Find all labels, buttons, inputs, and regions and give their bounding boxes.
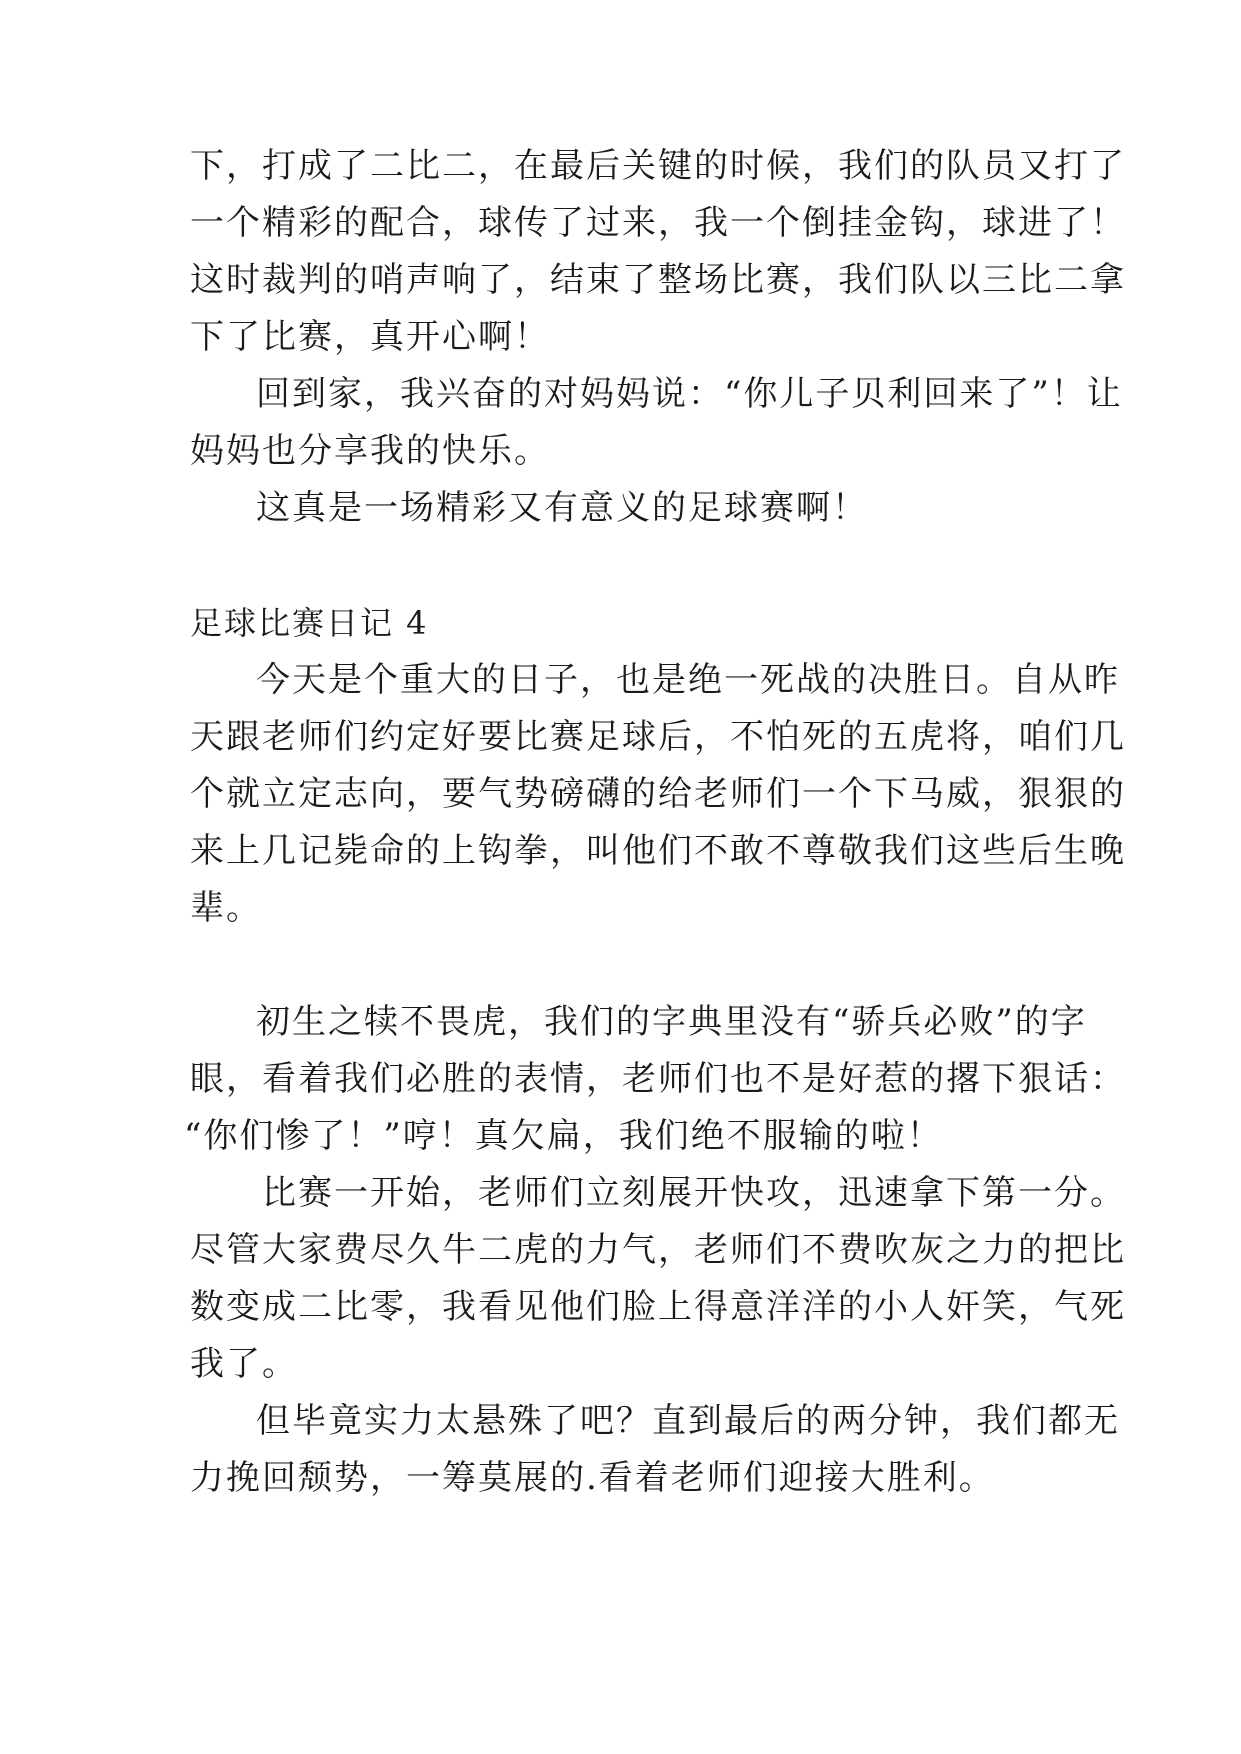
paragraph-line: 下，打成了二比二，在最后关键的时候，我们的队员又打了 — [190, 146, 1126, 186]
paragraph-line: 眼，看着我们必胜的表情，老师们也不是好惹的撂下狠话： — [190, 1059, 1126, 1099]
paragraph-line: 今天是个重大的日子，也是绝一死战的决胜日。自从昨 — [256, 660, 1120, 700]
paragraph-line: 力挽回颓势，一筹莫展的.看着老师们迎接大胜利。 — [190, 1458, 995, 1498]
paragraph-line: 天跟老师们约定好要比赛足球后，不怕死的五虎将，咱们几 — [190, 717, 1126, 757]
paragraph-line: 比赛一开始，老师们立刻展开快攻，迅速拿下第一分。 — [262, 1173, 1126, 1213]
paragraph-line: 这时裁判的哨声响了，结束了整场比赛，我们队以三比二拿 — [190, 260, 1126, 300]
paragraph-line: 但毕竟实力太悬殊了吧？直到最后的两分钟，我们都无 — [256, 1401, 1120, 1441]
paragraph-line: 个就立定志向，要气势磅礴的给老师们一个下马威，狠狠的 — [190, 774, 1126, 814]
paragraph-line: 尽管大家费尽久牛二虎的力气，老师们不费吹灰之力的把比 — [190, 1230, 1126, 1270]
paragraph-line: 这真是一场精彩又有意义的足球赛啊！ — [256, 488, 868, 528]
paragraph-line: 回到家，我兴奋的对妈妈说：“你儿子贝利回来了”！让 — [256, 374, 1123, 414]
paragraph-line: 我了。 — [190, 1344, 298, 1384]
paragraph-line: 数变成二比零，我看见他们脸上得意洋洋的小人奸笑，气死 — [190, 1287, 1126, 1327]
section-title: 足球比赛日记 4 — [190, 604, 429, 642]
paragraph-line: 一个精彩的配合，球传了过来，我一个倒挂金钩，球进了！ — [190, 203, 1126, 243]
paragraph-line: 初生之犊不畏虎，我们的字典里没有“骄兵必败”的字 — [256, 1002, 1087, 1042]
paragraph-line: “你们惨了！”哼！真欠扁，我们绝不服输的啦！ — [184, 1116, 943, 1156]
paragraph-line: 下了比赛，真开心啊！ — [190, 317, 550, 357]
paragraph-line: 来上几记毙命的上钩拳，叫他们不敢不尊敬我们这些后生晚 — [190, 831, 1126, 871]
paragraph-line: 辈。 — [190, 888, 262, 928]
paragraph-line: 妈妈也分享我的快乐。 — [190, 431, 550, 471]
